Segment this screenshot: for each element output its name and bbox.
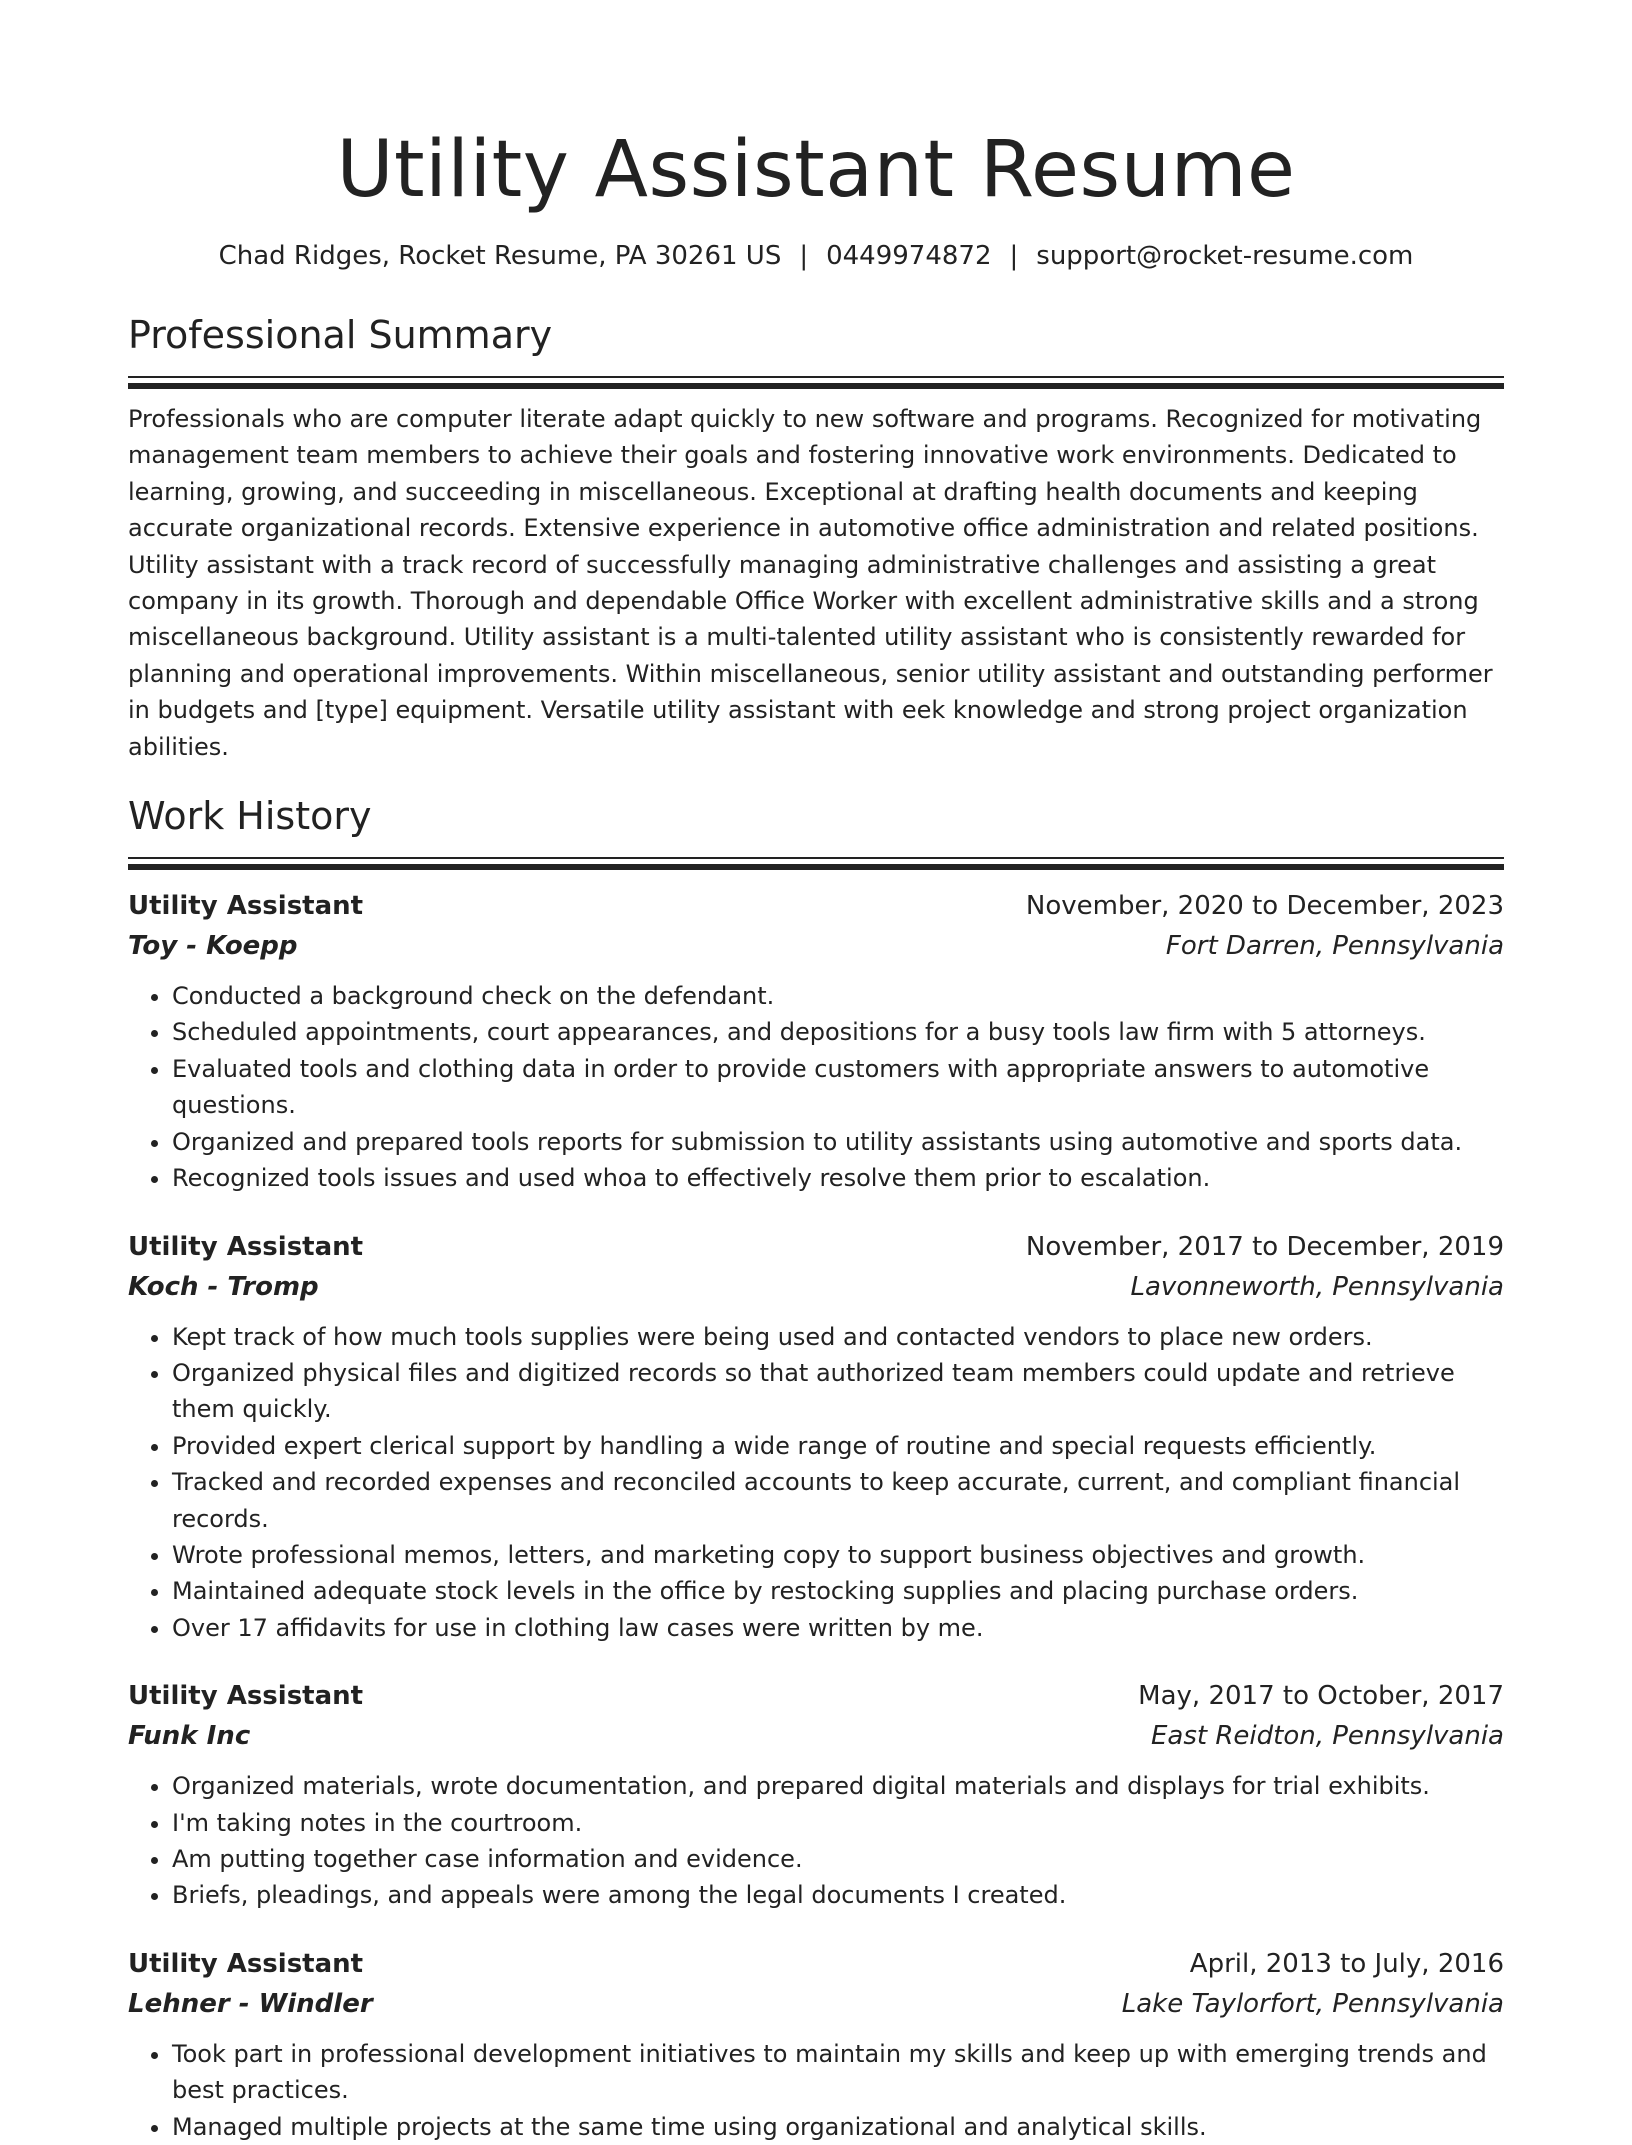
job-bullet: • Conducted a background check on the defendant. (172, 978, 1504, 1014)
job-company-row (128, 926, 1504, 966)
job-title: Utility Assistant (128, 1948, 364, 1979)
job-dates: April, 2013 to July, 2016 (1189, 1948, 1504, 1979)
job-header-row (128, 1944, 1504, 1984)
section-heading-work: Work History (128, 794, 372, 839)
job-bullet: • Evaluated tools and clothing data in order to provide customers with appropriate answers to automotive questions. (172, 1051, 1504, 1124)
job-dates: May, 2017 to October, 2017 (1138, 1681, 1504, 1712)
resume-title: Utility Assistant Resume (336, 125, 1296, 215)
contact-address: Chad Ridges, Rocket Resume, PA 30261 US (218, 241, 782, 271)
job-title: Utility Assistant (128, 1231, 364, 1262)
job-company: Toy - Koepp (128, 931, 298, 962)
job-bullet: • Briefs, pleadings, and appeals were among the legal documents I created. (172, 1877, 1504, 1913)
job-bullet-list (128, 978, 1504, 1196)
job-company-row (128, 1716, 1504, 1756)
job-bullet: • Organized materials, wrote documentation, and prepared digital materials and displays for trial exhibits. (172, 1768, 1504, 1804)
job-bullet: • Organized and prepared tools reports for submission to utility assistants using automotive and sports data. (172, 1124, 1504, 1160)
section-divider (128, 376, 1504, 383)
section-divider (128, 857, 1504, 864)
job-bullet-list (128, 1319, 1504, 1647)
job-company-row (128, 1267, 1504, 1307)
job-entry (128, 1227, 1504, 1647)
job-bullet: • Tracked and recorded expenses and reconciled accounts to keep accurate, current, and compliant financial records. (172, 1464, 1504, 1537)
job-header-row (128, 886, 1504, 926)
job-entry (128, 1944, 1504, 2145)
professional-summary-section (128, 310, 1504, 765)
contact-line (128, 238, 1504, 274)
job-bullet: • Managed multiple projects at the same time using organizational and analytical skills. (172, 2109, 1504, 2145)
job-dates: November, 2020 to December, 2023 (1025, 891, 1504, 922)
job-title: Utility Assistant (128, 1681, 364, 1712)
job-bullet: • Am putting together case information and evidence. (172, 1841, 1504, 1877)
job-header-row (128, 1676, 1504, 1716)
job-company-row (128, 1984, 1504, 2024)
job-location: East Reidton, Pennsylvania (1150, 1721, 1504, 1752)
job-list (128, 886, 1504, 2145)
work-history-section (128, 791, 1504, 2145)
job-location: Fort Darren, Pennsylvania (1165, 931, 1504, 962)
job-bullet: • I'm taking notes in the courtroom. (172, 1805, 1504, 1841)
job-bullet: • Provided expert clerical support by handling a wide range of routine and special requests efficiently. (172, 1428, 1504, 1464)
contact-separator: | (1009, 241, 1019, 271)
job-bullet-list (128, 2036, 1504, 2145)
job-company: Koch - Tromp (128, 1271, 319, 1302)
section-heading-summary: Professional Summary (128, 313, 553, 357)
job-title: Utility Assistant (128, 891, 364, 922)
contact-phone: 0449974872 (826, 241, 992, 271)
job-entry (128, 886, 1504, 1196)
job-bullet: • Wrote professional memos, letters, and marketing copy to support business objectives and growth. (172, 1537, 1504, 1573)
job-bullet: • Took part in professional development initiatives to maintain my skills and keep up with emerging trends and best practices. (172, 2036, 1504, 2109)
job-header-row (128, 1227, 1504, 1267)
job-bullet: • Organized physical files and digitized records so that authorized team members could update and retrieve them quickly. (172, 1355, 1504, 1428)
contact-email: support@rocket-resume.com (1036, 241, 1414, 271)
job-location: Lake Taylorfort, Pennsylvania (1121, 1988, 1504, 2019)
job-bullet: • Scheduled appointments, court appearances, and depositions for a busy tools law firm with 5 attorneys. (172, 1014, 1504, 1050)
job-bullet: • Maintained adequate stock levels in the office by restocking supplies and placing purchase orders. (172, 1573, 1504, 1609)
job-company: Funk Inc (128, 1721, 251, 1752)
job-bullet: • Over 17 affidavits for use in clothing law cases were written by me. (172, 1610, 1504, 1646)
job-company: Lehner - Windler (128, 1988, 373, 2019)
job-bullet-list (128, 1768, 1504, 1914)
job-bullet: • Recognized tools issues and used whoa to effectively resolve them prior to escalation. (172, 1160, 1504, 1196)
job-dates: November, 2017 to December, 2019 (1025, 1231, 1504, 1262)
job-entry (128, 1676, 1504, 1914)
contact-separator: | (799, 241, 809, 271)
job-bullet: • Kept track of how much tools supplies were being used and contacted vendors to place new orders. (172, 1319, 1504, 1355)
job-location: Lavonneworth, Pennsylvania (1130, 1271, 1504, 1302)
summary-paragraph: Professionals who are computer literate adapt quickly to new software and programs. Recognized for motivating management team members to achieve their goals and fostering innovative work environments. Dedicated to learning, growing, and succeeding in miscellaneous. Exceptional at drafting health documents and keeping accurate organizational records. Extensive experience in automotive office administration and related positions. Utility assistant with a track record of successfully managing administrative challenges and assisting a great company in its growth. Thorough and dependable Office Worker with excellent administrative skills and a strong miscellaneous background. Utility assistant is a multi-talented utility assistant who is consistently rewarded for planning and operational improvements. Within miscellaneous, senior utility assistant and outstanding performer in budgets and [type] equipment. Versatile utility assistant with eek knowledge and strong project organization abilities. (128, 405, 1493, 761)
